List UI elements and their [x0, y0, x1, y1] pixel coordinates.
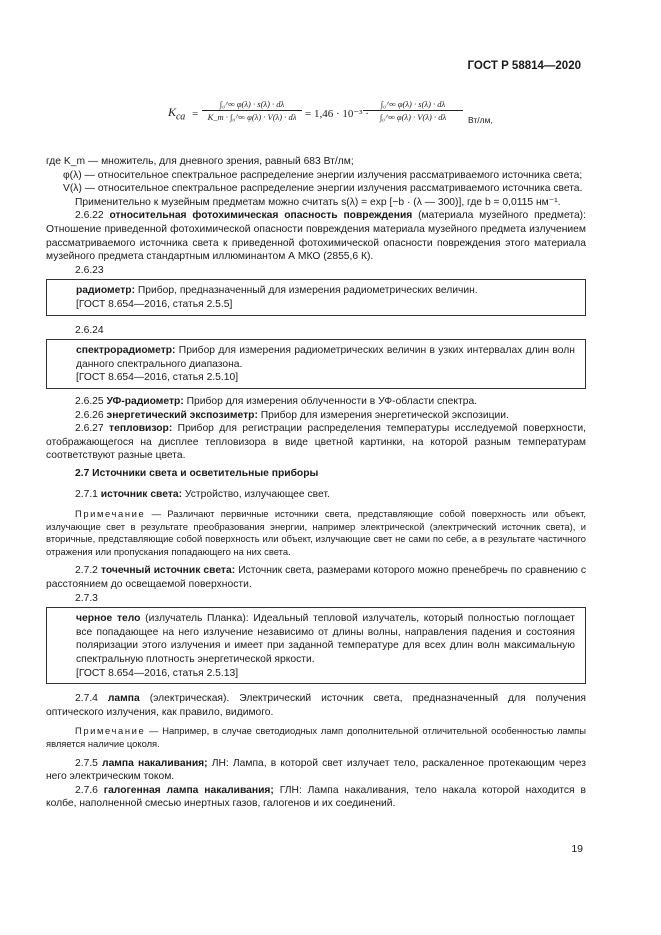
page-number: 19 — [571, 843, 583, 856]
term-2-6-23-ref: [ГОСТ 8.654—2016, статья 2.5.5] — [76, 298, 233, 310]
term-2-7-6: 2.7.6 галогенная лампа накаливания; ГЛН: Лампа накаливания, тело накала которой находится в колбе, наполненной смесью инертных газов, галогенов и их соединений. — [46, 784, 586, 810]
formula-block — [168, 96, 498, 132]
formula-unit: Вт/лм, — [468, 115, 493, 125]
term-2-6-24-ref: [ГОСТ 8.654—2016, статья 2.5.10] — [76, 372, 239, 384]
term-2-7-5: 2.7.5 лампа накаливания; ЛН: Лампа, в которой свет излучает тело, раскаленное протекающим через него электрическим током. — [46, 757, 586, 783]
formula-lhs: $K_{са}$ — [168, 105, 186, 123]
formula-fraction-1: $\frac{\text{∫₀\textasciicircum{}∞ φ(λ) · s(λ) · dλ}}{\text{K\_m · ∫₀\textasciicircum{}∞ φ(λ) · V(λ) · dλ}}$ — [202, 98, 302, 123]
term-2-6-22: 2.6.22 относительная фотохимическая опасность повреждения (материала музейного предмета): Отношение приведенной фотохимической опасности повреждения материала музейного предмета излучением рассматриваемого источника света к приведенной фотохимической опасности повреждения этого материала музейного предмета стандартным иллюминантом А МКО (2855,6 К). — [46, 210, 586, 263]
term-2-6-27: 2.6.27 тепловизор: Прибор для регистрации распределения температуры исследуемой поверхности, отображающегося на дисплее тепловизора в виде цветной картинки, на которой разным температурам соответствуют разные цвета. — [46, 423, 586, 462]
museum-note: Применительно к музейным предметам можно считать s(λ) = exp [−b · (λ — 300)], где b = 0,0115 нм⁻¹. — [75, 196, 561, 208]
formula-fraction-2: $\frac{\text{∫₀\textasciicircum{}∞ φ(λ) · s(λ) · dλ}}{\text{∫₀\textasciicircum{}∞ φ(λ) · V(λ) · dλ}}$ — [363, 98, 463, 123]
formula-equals: = — [192, 108, 199, 120]
term-2-6-23: радиометр: Прибор, предназначенный для измерения радиометрических величин. — [76, 285, 478, 297]
term-2-7-1: 2.7.1 источник света: Устройство, излучающее свет. — [75, 489, 330, 501]
def-phi: φ(λ) — относительное спектральное распределение энергии излучения рассматриваемого источника света; — [63, 169, 583, 181]
note-2-7-4: Примечание — Например, в случае светодиодных ламп дополнительной отличительной особенностью лампы является наличие цоколя. — [46, 725, 586, 749]
term-2-7-2: 2.7.2 точечный источник света: Источник света, размерами которого можно пренебречь по сравнению с расстоянием до освещаемой поверхности. — [46, 565, 586, 591]
term-2-6-26: 2.6.26 энергетический экспозиметр: Прибор для измерения энергетической экспозиции. — [75, 409, 509, 421]
term-2-7-4: 2.7.4 лампа (электрическая). Электрический источник света, предназначенный для получения оптического излучения, как правило, видимого. — [46, 693, 586, 718]
term-box-2-7-3 — [46, 607, 586, 684]
term-number-2-7-3: 2.7.3 — [75, 592, 98, 604]
term-number-2-6-23: 2.6.23 — [75, 264, 104, 276]
term-2-7-3: черное тело (излучатель Планка): Идеальный тепловой излучатель, который полностью поглощает все попадающее на него излучение независимо от длины волны, направления падения и состояния поляризации этого излучения и имеет при заданной температуре для всех длин волн максимальную спектральную плотность энергетической яркости. — [76, 613, 575, 665]
def-km: где K_m — множитель, для дневного зрения, равный 683 Вт/лм; — [46, 156, 354, 167]
formula-coefficient: = 1,46 · 10⁻³ · — [305, 108, 369, 120]
term-box-2-6-24 — [46, 339, 586, 389]
section-2-7-heading: 2.7 Источники света и осветительные приборы — [75, 467, 319, 479]
term-2-6-24: спектрорадиометр: Прибор для измерения радиометрических величин в узких интервалах длин волн данного спектрального диапазона. — [76, 345, 575, 370]
term-box-2-6-23 — [46, 279, 586, 315]
document-body — [46, 155, 586, 811]
document-header: ГОСТ Р 58814—2020 — [467, 60, 581, 72]
note-2-7-1: Примечание — Различают первичные источники света, представляющие собой поверхность или объект, излучающие свет в результате преобразования энергии, например электрической (электрический источник света), и вторичные, представляющие собой поверхность или объект, излучающие свет не сами по себе, а в результате частичного отражения или пропускания попадающего на них света. — [46, 508, 586, 557]
term-number-2-6-24: 2.6.24 — [75, 324, 104, 336]
term-2-6-25: 2.6.25 УФ-радиометр: Прибор для измерения облученности в УФ-области спектра. — [75, 395, 478, 407]
term-2-7-3-ref: [ГОСТ 8.654—2016, статья 2.5.13] — [76, 667, 239, 679]
def-v: V(λ) — относительное спектральное распределение энергии излучения рассматриваемого источника света. — [63, 183, 583, 195]
